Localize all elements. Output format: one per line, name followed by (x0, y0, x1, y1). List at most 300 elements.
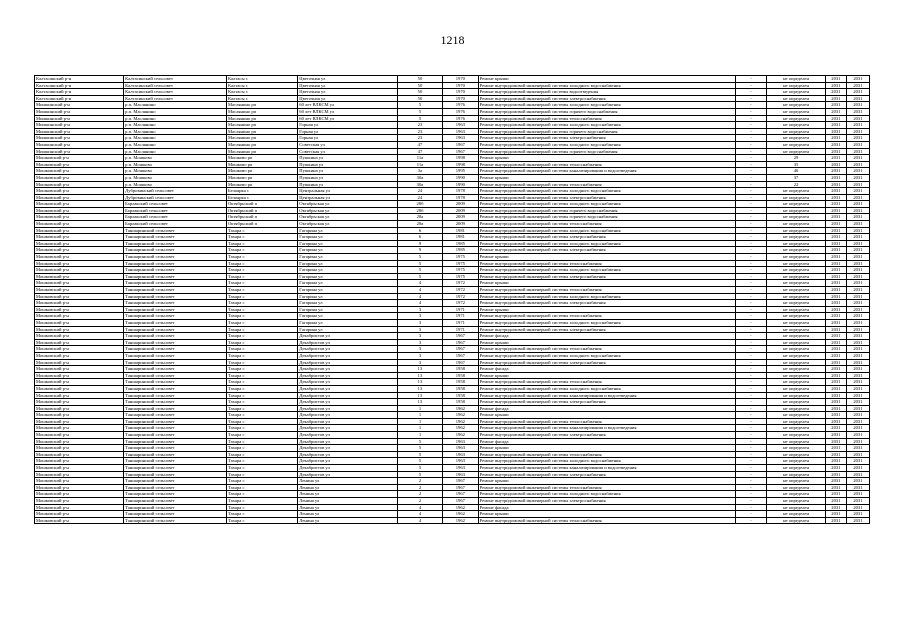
cell-year-built: 1998 (443, 155, 479, 162)
cell-cost: не определен (767, 319, 826, 326)
cell-street: Ленина ул (298, 511, 398, 518)
cell-year-built: 1967 (443, 346, 479, 353)
table-row (35, 181, 870, 188)
cell-work-type: Ремонт крыши (478, 306, 735, 313)
cell-house-number: 30а (397, 181, 442, 188)
table-row (35, 319, 870, 326)
cell-year-start: 2031 (825, 188, 846, 195)
cell-year-end: 2031 (846, 399, 869, 406)
cell-municipality: р.п. Мошково (124, 155, 227, 162)
cell-settlement: Тахара с (226, 405, 297, 412)
cell-cost: не определен (767, 346, 826, 353)
cell-work-type: Ремонт внутридомовой инженерной системы холодного водоснабжения (478, 102, 735, 109)
cell-year-start: 2031 (825, 115, 846, 122)
cell-year-built: 1963 (443, 471, 479, 478)
cell-year-end: 2031 (846, 194, 869, 201)
cell-municipality: Таншаринский сельсовет (124, 300, 227, 307)
cell-year-built: 2009 (443, 207, 479, 214)
cell-settlement: Калтасы с (226, 95, 297, 102)
cell-year-end: 2031 (846, 115, 869, 122)
cell-municipality: Таншаринский сельсовет (124, 352, 227, 359)
cell-district: Мошковский р-н (35, 498, 124, 505)
cell-cost: не определен (767, 359, 826, 366)
cell-house-number: 28б (397, 201, 442, 208)
cell-work-volume: - (735, 498, 766, 505)
cell-district: Калтасинский р-н (35, 95, 124, 102)
cell-street: Декабристов ул (298, 458, 398, 465)
cell-district: Мишкинский р-н (35, 128, 124, 135)
cell-district: Мошковский р-н (35, 207, 124, 214)
cell-cost: не определен (767, 405, 826, 412)
cell-year-built: 1967 (443, 333, 479, 340)
cell-municipality: Таншаринский сельсовет (124, 254, 227, 261)
cell-year-built: 1963 (443, 122, 479, 129)
cell-year-start: 2031 (825, 385, 846, 392)
cell-settlement: Тахара с (226, 385, 297, 392)
cell-district: Мошковский р-н (35, 445, 124, 452)
cell-work-volume: - (735, 504, 766, 511)
cell-year-start: 2031 (825, 491, 846, 498)
cell-cost: не определен (767, 287, 826, 294)
table-row (35, 306, 870, 313)
cell-cost: не определен (767, 333, 826, 340)
cell-year-start: 2031 (825, 498, 846, 505)
cell-year-end: 2031 (846, 155, 869, 162)
cell-year-end: 2031 (846, 412, 869, 419)
cell-settlement: Тахара с (226, 333, 297, 340)
cell-street: Гагарина ул (298, 240, 398, 247)
cell-house-number: 2 (397, 491, 442, 498)
cell-settlement: Тахара с (226, 491, 297, 498)
cell-year-end: 2031 (846, 405, 869, 412)
table-row (35, 122, 870, 129)
cell-street: Октябрьская ул (298, 221, 398, 228)
cell-work-volume: - (735, 135, 766, 142)
cell-house-number: 4 (397, 504, 442, 511)
cell-street: Цветочная ул (298, 76, 398, 83)
cell-municipality: Таншаринский сельсовет (124, 399, 227, 406)
cell-work-volume: - (735, 385, 766, 392)
cell-house-number: 3 (397, 339, 442, 346)
cell-year-start: 2031 (825, 76, 846, 83)
cell-municipality: Таншаринский сельсовет (124, 280, 227, 287)
cell-district: Мошковский р-н (35, 273, 124, 280)
cell-house-number: 11а (397, 155, 442, 162)
cell-cost: не определен (767, 188, 826, 195)
cell-municipality: Калтасинский сельсовет (124, 95, 227, 102)
cell-house-number: 5 (397, 445, 442, 452)
cell-work-volume: - (735, 517, 766, 524)
table-row (35, 392, 870, 399)
cell-settlement: Тахара с (226, 498, 297, 505)
cell-year-start: 2031 (825, 451, 846, 458)
cell-work-volume: - (735, 511, 766, 518)
cell-settlement: Тахара с (226, 478, 297, 485)
cell-house-number: 13 (397, 399, 442, 406)
cell-year-start: 2031 (825, 161, 846, 168)
cell-district: Мишкинский р-н (35, 141, 124, 148)
cell-settlement: Тахара с (226, 458, 297, 465)
cell-year-built: 1970 (443, 76, 479, 83)
cell-house-number: 28а (397, 214, 442, 221)
cell-year-built: 1972 (443, 300, 479, 307)
cell-house-number: 4 (397, 511, 442, 518)
cell-year-start: 2031 (825, 366, 846, 373)
cell-municipality: Таншаринский сельсовет (124, 517, 227, 524)
cell-district: Мошковский р-н (35, 491, 124, 498)
cell-work-volume: - (735, 95, 766, 102)
cell-house-number: 3 (397, 346, 442, 353)
cell-year-start: 2031 (825, 392, 846, 399)
cell-year-built: 1976 (443, 108, 479, 115)
table-row (35, 240, 870, 247)
cell-work-volume: - (735, 405, 766, 412)
table-row (35, 346, 870, 353)
cell-street: Гагарина ул (298, 293, 398, 300)
cell-year-built: 2009 (443, 201, 479, 208)
cell-street: Декабристов ул (298, 359, 398, 366)
cell-year-built: 1963 (443, 465, 479, 472)
cell-street: 60 лет ВЛКСМ ул (298, 115, 398, 122)
cell-year-start: 2031 (825, 372, 846, 379)
cell-cost: не определен (767, 240, 826, 247)
cell-municipality: Таншаринский сельсовет (124, 326, 227, 333)
cell-cost: не определен (767, 445, 826, 452)
cell-district: Мошковский р-н (35, 201, 124, 208)
cell-work-volume: - (735, 445, 766, 452)
cell-house-number: 13 (397, 366, 442, 373)
cell-house-number: 3 (397, 313, 442, 320)
cell-district: Мошковский р-н (35, 254, 124, 261)
cell-year-start: 2031 (825, 227, 846, 234)
cell-year-built: 1995 (443, 168, 479, 175)
cell-work-volume: - (735, 128, 766, 135)
cell-year-end: 2031 (846, 372, 869, 379)
cell-cost: не определен (767, 148, 826, 155)
cell-work-volume: - (735, 451, 766, 458)
table-row (35, 141, 870, 148)
cell-year-start: 2031 (825, 247, 846, 254)
cell-district: Мошковский р-н (35, 352, 124, 359)
cell-work-type: Ремонт внутридомовой инженерной системы электроснабжения (478, 273, 735, 280)
cell-cost: 35 (767, 161, 826, 168)
cell-cost: не определен (767, 412, 826, 419)
table-row (35, 227, 870, 234)
cell-district: Калтасинский р-н (35, 82, 124, 89)
cell-district: Калтасинский р-н (35, 89, 124, 96)
cell-district: Мошковский р-н (35, 214, 124, 221)
cell-year-end: 2031 (846, 366, 869, 373)
cell-year-start: 2031 (825, 141, 846, 148)
cell-year-start: 2031 (825, 352, 846, 359)
cell-work-volume: - (735, 300, 766, 307)
cell-work-type: Ремонт внутридомовой инженерной системы электроснабжения (478, 247, 735, 254)
cell-year-start: 2031 (825, 201, 846, 208)
table-row (35, 412, 870, 419)
cell-year-start: 2031 (825, 260, 846, 267)
cell-year-built: 1967 (443, 484, 479, 491)
cell-district: Мишкинский р-н (35, 122, 124, 129)
cell-cost: не определен (767, 194, 826, 201)
cell-municipality: Таншаринский сельсовет (124, 392, 227, 399)
cell-settlement: Тахара с (226, 254, 297, 261)
cell-year-built: 1971 (443, 306, 479, 313)
cell-year-built: 1978 (443, 194, 479, 201)
cell-work-volume: - (735, 141, 766, 148)
cell-municipality: Таншаринский сельсовет (124, 471, 227, 478)
cell-district: Мошковский р-н (35, 174, 124, 181)
cell-work-volume: - (735, 313, 766, 320)
cell-year-end: 2031 (846, 458, 869, 465)
cell-settlement: Маслянино рп (226, 141, 297, 148)
cell-street: Декабристов ул (298, 339, 398, 346)
cell-year-end: 2031 (846, 484, 869, 491)
cell-cost: не определен (767, 313, 826, 320)
cell-year-start: 2031 (825, 346, 846, 353)
cell-year-built: 1971 (443, 326, 479, 333)
cell-work-type: Ремонт внутридомовой инженерной системы канализирования и водоотведения (478, 465, 735, 472)
cell-year-built: 1958 (443, 392, 479, 399)
cell-house-number: 50 (397, 89, 442, 96)
cell-year-built: 1962 (443, 412, 479, 419)
cell-year-end: 2031 (846, 313, 869, 320)
cell-work-type: Ремонт внутридомовой инженерной системы горячего водоснабжения (478, 214, 735, 221)
cell-year-start: 2031 (825, 326, 846, 333)
cell-year-start: 2031 (825, 484, 846, 491)
cell-year-start: 2031 (825, 517, 846, 524)
cell-municipality: Таншаринский сельсовет (124, 491, 227, 498)
cell-street: Пушкина ул (298, 181, 398, 188)
cell-work-volume: - (735, 491, 766, 498)
cell-district: Мошковский р-н (35, 484, 124, 491)
cell-work-volume: - (735, 108, 766, 115)
table-row (35, 445, 870, 452)
cell-year-end: 2031 (846, 425, 869, 432)
cell-cost: не определен (767, 115, 826, 122)
cell-house-number: 50 (397, 82, 442, 89)
cell-work-type: Ремонт внутридомовой инженерной системы электроснабжения (478, 359, 735, 366)
cell-year-start: 2031 (825, 254, 846, 261)
cell-house-number: 13 (397, 385, 442, 392)
cell-work-type: Ремонт внутридомовой инженерной системы холодного водоснабжения (478, 141, 735, 148)
cell-municipality: р.п. Маслянино (124, 108, 227, 115)
cell-municipality: Таншаринский сельсовет (124, 319, 227, 326)
table-row (35, 478, 870, 485)
cell-cost: не определен (767, 385, 826, 392)
cell-district: Калтасинский р-н (35, 76, 124, 83)
cell-settlement: Маслянино рп (226, 115, 297, 122)
cell-cost: не определен (767, 517, 826, 524)
cell-settlement: Тахара с (226, 451, 297, 458)
cell-work-type: Ремонт внутридомовой инженерной системы холодного водоснабжения (478, 188, 735, 195)
cell-year-start: 2031 (825, 174, 846, 181)
cell-municipality: Таншаринский сельсовет (124, 425, 227, 432)
cell-municipality: Таншаринский сельсовет (124, 504, 227, 511)
cell-year-built: 1967 (443, 141, 479, 148)
cell-work-volume: - (735, 234, 766, 241)
table-row (35, 273, 870, 280)
cell-settlement: Тахара с (226, 445, 297, 452)
cell-settlement: Тахара с (226, 306, 297, 313)
cell-work-volume: - (735, 201, 766, 208)
cell-work-type: Ремонт внутридомовой инженерной системы электроснабжения (478, 135, 735, 142)
cell-year-end: 2031 (846, 339, 869, 346)
cell-street: Ленина ул (298, 504, 398, 511)
cell-year-end: 2031 (846, 451, 869, 458)
table-row (35, 194, 870, 201)
cell-municipality: Калтасинский сельсовет (124, 82, 227, 89)
table-row (35, 339, 870, 346)
cell-municipality: Таншаринский сельсовет (124, 478, 227, 485)
cell-house-number: 24 (397, 188, 442, 195)
cell-work-type: Ремонт внутридомовой инженерной системы водоотведения (478, 89, 735, 96)
cell-cost: не определен (767, 425, 826, 432)
cell-district: Мошковский р-н (35, 418, 124, 425)
table-row (35, 161, 870, 168)
cell-street: Декабристов ул (298, 465, 398, 472)
cell-district: Мошковский р-н (35, 247, 124, 254)
cell-year-start: 2031 (825, 412, 846, 419)
cell-house-number: 47 (397, 148, 442, 155)
cell-cost: не определен (767, 102, 826, 109)
table-row (35, 313, 870, 320)
cell-year-built: 2009 (443, 214, 479, 221)
cell-work-type: Ремонт внутридомовой инженерной системы холодного водоснабжения (478, 293, 735, 300)
cell-work-type: Ремонт внутридомовой инженерной системы холодного водоснабжения (478, 201, 735, 208)
cell-house-number: 50 (397, 95, 442, 102)
cell-cost: 29 (767, 155, 826, 162)
cell-year-end: 2031 (846, 181, 869, 188)
cell-house-number: 47 (397, 141, 442, 148)
cell-house-number: 5 (397, 458, 442, 465)
cell-year-built: 1971 (443, 313, 479, 320)
cell-street: Декабристов ул (298, 366, 398, 373)
cell-street: 60 лет ВЛКСМ ул (298, 108, 398, 115)
table-row (35, 511, 870, 518)
cell-municipality: Таншаринский сельсовет (124, 418, 227, 425)
cell-district: Мошковский р-н (35, 412, 124, 419)
cell-house-number: 5 (397, 438, 442, 445)
cell-settlement: Тахара с (226, 425, 297, 432)
cell-work-type: Ремонт внутридомовой инженерной системы холодного водоснабжения (478, 82, 735, 89)
cell-house-number: 5 (397, 254, 442, 261)
cell-year-built: 1985 (443, 247, 479, 254)
cell-year-start: 2031 (825, 399, 846, 406)
cell-municipality: Таншаринский сельсовет (124, 412, 227, 419)
table-row (35, 451, 870, 458)
cell-house-number: 5 (397, 267, 442, 274)
cell-settlement: Мошково рп (226, 161, 297, 168)
cell-district: Мошковский р-н (35, 504, 124, 511)
cell-cost: не определен (767, 247, 826, 254)
cell-settlement: Тахара с (226, 326, 297, 333)
cell-year-end: 2031 (846, 293, 869, 300)
cell-settlement: Октябрьский п (226, 207, 297, 214)
cell-settlement: Мошково рп (226, 168, 297, 175)
cell-year-built: 1976 (443, 102, 479, 109)
cell-year-end: 2031 (846, 76, 869, 83)
cell-district: Мошковский р-н (35, 326, 124, 333)
cell-year-start: 2031 (825, 148, 846, 155)
cell-district: Мошковский р-н (35, 385, 124, 392)
cell-cost: не определен (767, 465, 826, 472)
cell-cost: не определен (767, 432, 826, 439)
cell-year-start: 2031 (825, 234, 846, 241)
table-row (35, 399, 870, 406)
cell-work-type: Ремонт внутридомовой инженерной системы электроснабжения (478, 399, 735, 406)
cell-municipality: Таншаринский сельсовет (124, 366, 227, 373)
cell-work-volume: - (735, 352, 766, 359)
cell-cost: не определен (767, 273, 826, 280)
cell-street: Декабристов ул (298, 438, 398, 445)
table-row (35, 221, 870, 228)
cell-year-start: 2031 (825, 319, 846, 326)
cell-year-end: 2031 (846, 174, 869, 181)
cell-work-type: Ремонт крыши (478, 445, 735, 452)
cell-municipality: Барлакский сельсовет (124, 221, 227, 228)
cell-year-built: 1967 (443, 491, 479, 498)
cell-municipality: Калтасинский сельсовет (124, 89, 227, 96)
cell-street: Гагарина ул (298, 280, 398, 287)
cell-work-volume: - (735, 418, 766, 425)
cell-house-number: 4 (397, 280, 442, 287)
table-row (35, 128, 870, 135)
table-row (35, 95, 870, 102)
cell-street: Горная ул (298, 122, 398, 129)
cell-year-built: 1958 (443, 385, 479, 392)
cell-year-end: 2031 (846, 478, 869, 485)
cell-street: Гагарина ул (298, 313, 398, 320)
cell-work-volume: - (735, 458, 766, 465)
cell-work-volume: - (735, 174, 766, 181)
cell-cost: не определен (767, 399, 826, 406)
cell-street: Декабристов ул (298, 405, 398, 412)
cell-year-end: 2031 (846, 234, 869, 241)
cell-district: Мошковский р-н (35, 405, 124, 412)
cell-work-volume: - (735, 425, 766, 432)
cell-cost: не определен (767, 89, 826, 96)
cell-house-number: 11а (397, 161, 442, 168)
cell-work-volume: - (735, 366, 766, 373)
table-row (35, 135, 870, 142)
cell-settlement: Тахара с (226, 392, 297, 399)
cell-street: Советская ул (298, 141, 398, 148)
table-row (35, 366, 870, 373)
cell-settlement: Белоярка с (226, 194, 297, 201)
cell-municipality: Таншаринский сельсовет (124, 247, 227, 254)
cell-work-volume: - (735, 267, 766, 274)
cell-year-end: 2031 (846, 491, 869, 498)
cell-district: Мошковский р-н (35, 188, 124, 195)
cell-settlement: Тахара с (226, 504, 297, 511)
cell-district: Мошковский р-н (35, 313, 124, 320)
cell-municipality: Таншаринский сельсовет (124, 306, 227, 313)
cell-street: Гагарина ул (298, 273, 398, 280)
cell-year-start: 2031 (825, 240, 846, 247)
cell-settlement: Тахара с (226, 287, 297, 294)
cell-work-type: Ремонт внутридомовой инженерной системы холодного водоснабжения (478, 491, 735, 498)
cell-municipality: Таншаринский сельсовет (124, 240, 227, 247)
cell-settlement: Тахара с (226, 260, 297, 267)
cell-district: Мошковский р-н (35, 260, 124, 267)
cell-work-volume: - (735, 326, 766, 333)
cell-district: Мошковский р-н (35, 333, 124, 340)
cell-municipality: Таншаринский сельсовет (124, 511, 227, 518)
cell-work-type: Ремонт внутридомовой инженерной системы холодного водоснабжения (478, 122, 735, 129)
cell-district: Мишкинский р-н (35, 108, 124, 115)
cell-year-built: 1967 (443, 339, 479, 346)
cell-year-built: 1978 (443, 188, 479, 195)
